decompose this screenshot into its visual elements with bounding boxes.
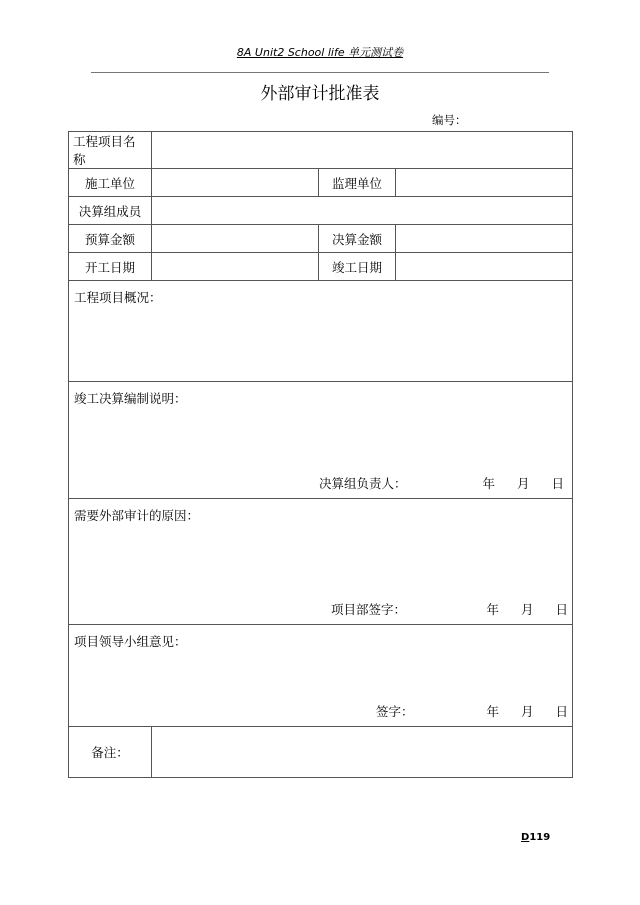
budget-amount-field[interactable] bbox=[152, 225, 319, 253]
page-number bbox=[521, 832, 550, 843]
construction-unit-label: 施工单位 bbox=[69, 169, 152, 197]
remarks-field[interactable] bbox=[152, 727, 573, 778]
day-label: 日 bbox=[555, 602, 568, 617]
table-row bbox=[69, 169, 573, 197]
leadership-opinion-label: 项目领导小组意见： bbox=[74, 634, 187, 649]
completion-date-field[interactable] bbox=[396, 253, 573, 281]
day-label: 日 bbox=[555, 704, 568, 719]
audit-reason-field[interactable] bbox=[69, 499, 573, 625]
final-accounts-explanation-label: 竣工决算编制说明： bbox=[74, 391, 187, 406]
page-title: 外部审计批准表 bbox=[260, 84, 380, 104]
audit-reason-label: 需要外部审计的原因： bbox=[74, 508, 200, 523]
leadership-opinion-field[interactable] bbox=[69, 625, 573, 727]
budget-amount-label: 预算金额 bbox=[69, 225, 152, 253]
year-label: 年 bbox=[486, 602, 499, 617]
team-members-label: 决算组成员 bbox=[69, 197, 152, 225]
supervision-unit-field[interactable] bbox=[396, 169, 573, 197]
project-name-field[interactable] bbox=[152, 132, 573, 169]
final-amount-label: 决算金额 bbox=[319, 225, 396, 253]
opinion-sign-label: 签字： bbox=[376, 704, 414, 719]
year-label: 年 bbox=[486, 704, 499, 719]
project-overview-field[interactable] bbox=[69, 281, 573, 382]
supervision-unit-label: 监理单位 bbox=[319, 169, 396, 197]
final-amount-field[interactable] bbox=[396, 225, 573, 253]
year-label: 年 bbox=[482, 476, 495, 491]
day-label: 日 bbox=[551, 476, 564, 491]
serial-number-label: 编号： bbox=[432, 113, 467, 127]
month-label: 月 bbox=[520, 602, 534, 617]
date-ymd bbox=[460, 474, 564, 492]
page-number-value: 119 bbox=[529, 832, 551, 843]
month-label: 月 bbox=[520, 704, 534, 719]
table-row bbox=[69, 499, 573, 625]
header-divider bbox=[91, 72, 549, 73]
date-ymd bbox=[464, 702, 568, 720]
start-date-label: 开工日期 bbox=[69, 253, 152, 281]
table-row bbox=[69, 253, 573, 281]
table-row bbox=[69, 382, 573, 499]
accounts-leader-sign-label: 决算组负责人： bbox=[319, 476, 407, 491]
table-row bbox=[69, 281, 573, 382]
remarks-label: 备注： bbox=[69, 727, 152, 778]
approval-form-table bbox=[68, 131, 573, 778]
final-accounts-explanation-field[interactable] bbox=[69, 382, 573, 499]
project-dept-sign-label: 项目部签字： bbox=[331, 602, 407, 617]
table-row bbox=[69, 625, 573, 727]
completion-date-label: 竣工日期 bbox=[319, 253, 396, 281]
table-row bbox=[69, 727, 573, 778]
project-name-label: 工程项目名称 bbox=[69, 132, 152, 169]
header-title: 8A Unit2 School life 单元测试卷 bbox=[236, 46, 404, 59]
construction-unit-field[interactable] bbox=[152, 169, 319, 197]
table-row bbox=[69, 197, 573, 225]
page-number-prefix: D bbox=[521, 832, 530, 843]
project-overview-label: 工程项目概况： bbox=[74, 290, 162, 305]
team-members-field[interactable] bbox=[152, 197, 573, 225]
start-date-field[interactable] bbox=[152, 253, 319, 281]
month-label: 月 bbox=[516, 476, 530, 491]
table-row bbox=[69, 132, 573, 169]
date-ymd bbox=[464, 600, 568, 618]
table-row bbox=[69, 225, 573, 253]
